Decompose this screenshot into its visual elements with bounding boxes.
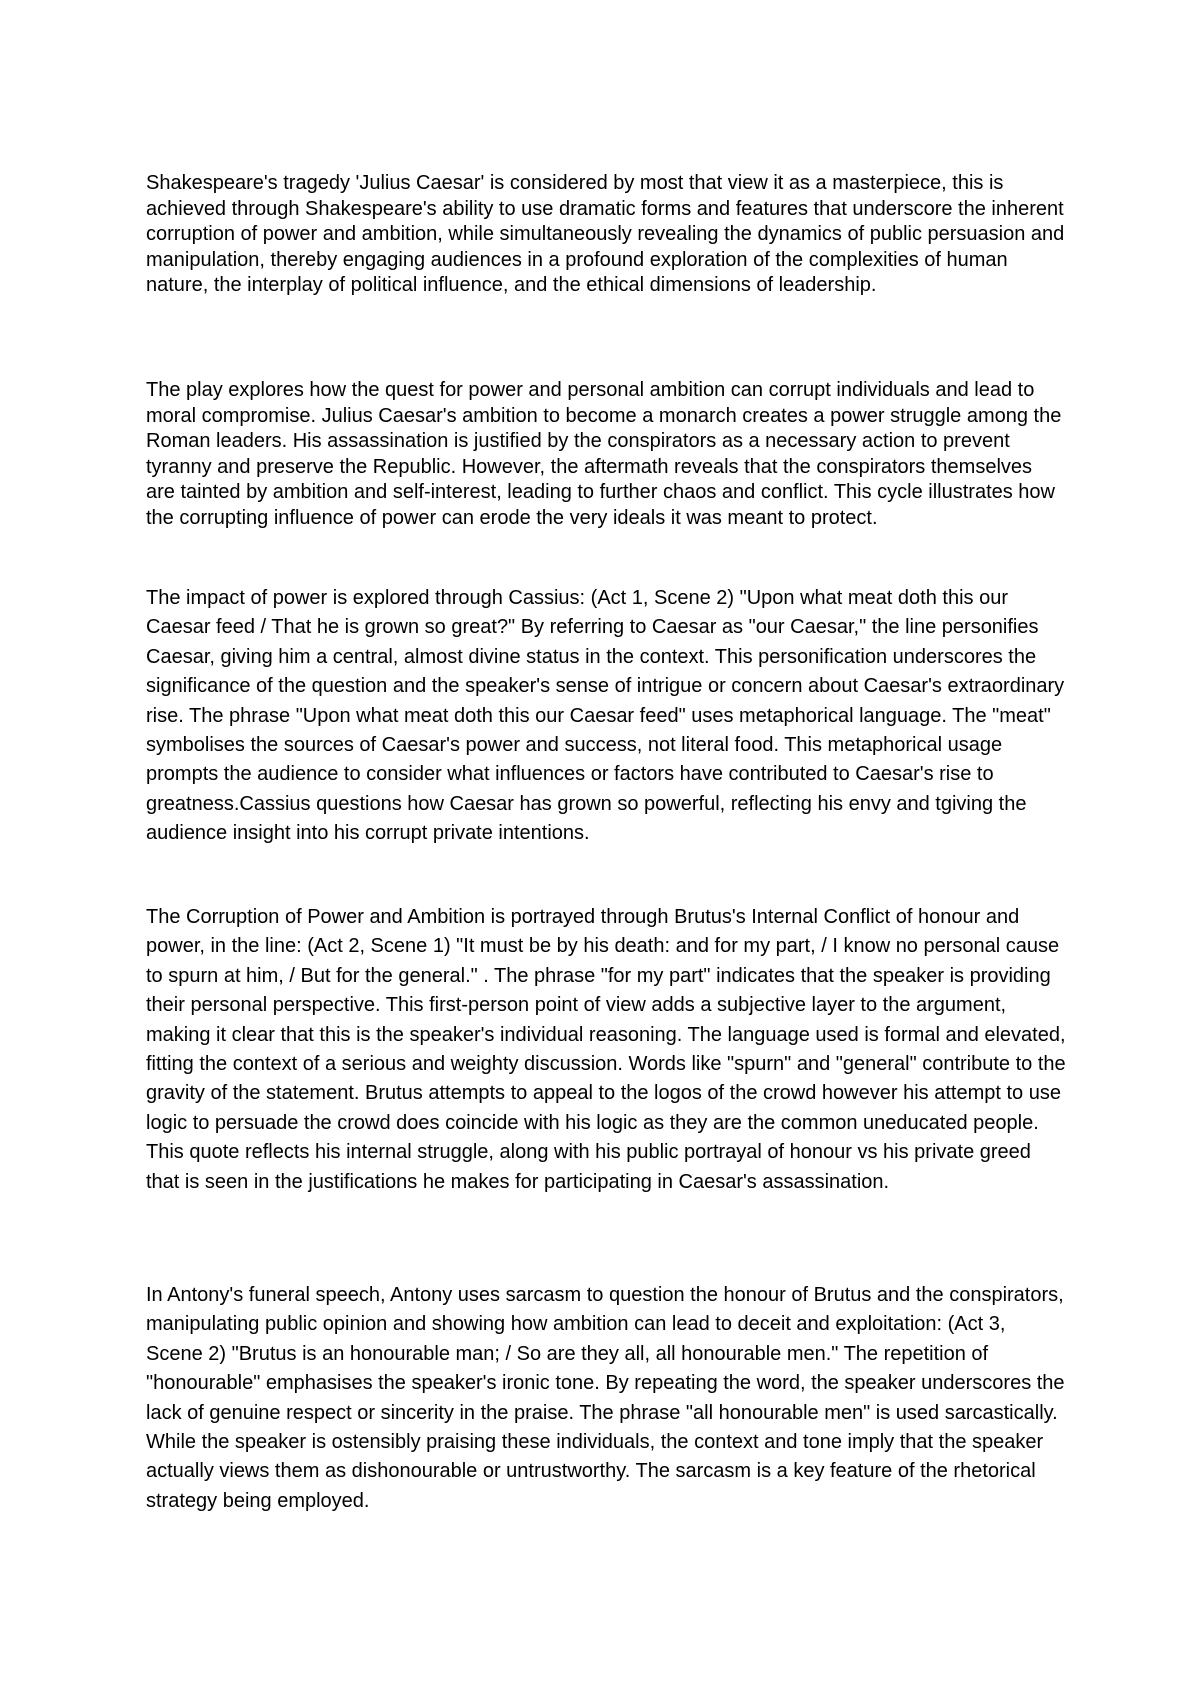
brutus-paragraph: The Corruption of Power and Ambition is portrayed through Brutus's Internal Conflict of honour and power, in the line: (Act 2, Scene 1) "It must be by his death: and for my part, / I know no personal cause to spurn at him, / But for the general." . The phrase "for my part" indicates that the speaker is providing their personal perspective. This first-person point of view adds a subjective layer to the argument, making it clear that this is the speaker's individual reasoning. The language used is formal and elevated, fitting the context of a serious and weighty discussion. Words like "spurn" and "general" contribute to the gravity of the statement. Brutus attempts to appeal to the logos of the crowd however his attempt to use logic to persuade the crowd does coincide with his logic as they are the common uneducated people. This quote reflects his internal struggle, along with his public portrayal of honour vs his private greed that is seen in the justifications he makes for participating in Caesar's assassination. — [146, 906, 1066, 1193]
intro-paragraph: Shakespeare's tragedy 'Julius Caesar' is considered by most that view it as a masterpiece, this is achieved through Shakespeare's ability to use dramatic forms and features that underscore the inherent corruption of power and ambition, while simultaneously revealing the dynamics of public persuasion and manipulation, thereby engaging audiences in a profound exploration of the complexities of human nature, the interplay of political influence, and the ethical dimensions of leadership. — [146, 172, 1065, 297]
cassius-paragraph: The impact of power is explored through Cassius: (Act 1, Scene 2) "Upon what meat doth this our Caesar feed / That he is grown so great?" By referring to Caesar as "our Caesar," the line personifies Caesar, giving him a central, almost divine status in the context. This personification underscores the significance of the question and the speaker's sense of intrigue or concern about Caesar's extraordinary rise. The phrase "Upon what meat doth this our Caesar feed" uses metaphorical language. The "meat" symbolises the sources of Caesar's power and success, not literal food. This metaphorical usage prompts the audience to consider what influences or factors have contributed to Caesar's rise to greatness.Cassius questions how Caesar has grown so powerful, reflecting his envy and tgiving the audience insight into his corrupt private intentions. — [146, 587, 1065, 845]
ambition-paragraph: The play explores how the quest for power and personal ambition can corrupt individuals and lead to moral compromise. Julius Caesar's ambition to become a monarch creates a power struggle among the Roman leaders. His assassination is justified by the conspirators as a necessary action to prevent tyranny and preserve the Republic. However, the aftermath reveals that the conspirators themselves are tainted by ambition and self-interest, leading to further chaos and conflict. This cycle illustrates how the corrupting influence of power can erode the very ideals it was meant to protect. — [146, 379, 1062, 529]
antony-paragraph: In Antony's funeral speech, Antony uses sarcasm to question the honour of Brutus and the conspirators, manipulating public opinion and showing how ambition can lead to deceit and exploitation: (Act 3, Scene 2) "Brutus is an honourable man; / So are they all, all honourable men." The repetition of "honourable" emphasises the speaker's ironic tone. By repeating the word, the speaker underscores the lack of genuine respect or sincerity in the praise. The phrase "all honourable men" is used sarcastically. While the speaker is ostensibly praising these individuals, the context and tone imply that the speaker actually views them as dishonourable or untrustworthy. The sarcasm is a key feature of the rhetorical strategy being employed. — [146, 1284, 1065, 1512]
